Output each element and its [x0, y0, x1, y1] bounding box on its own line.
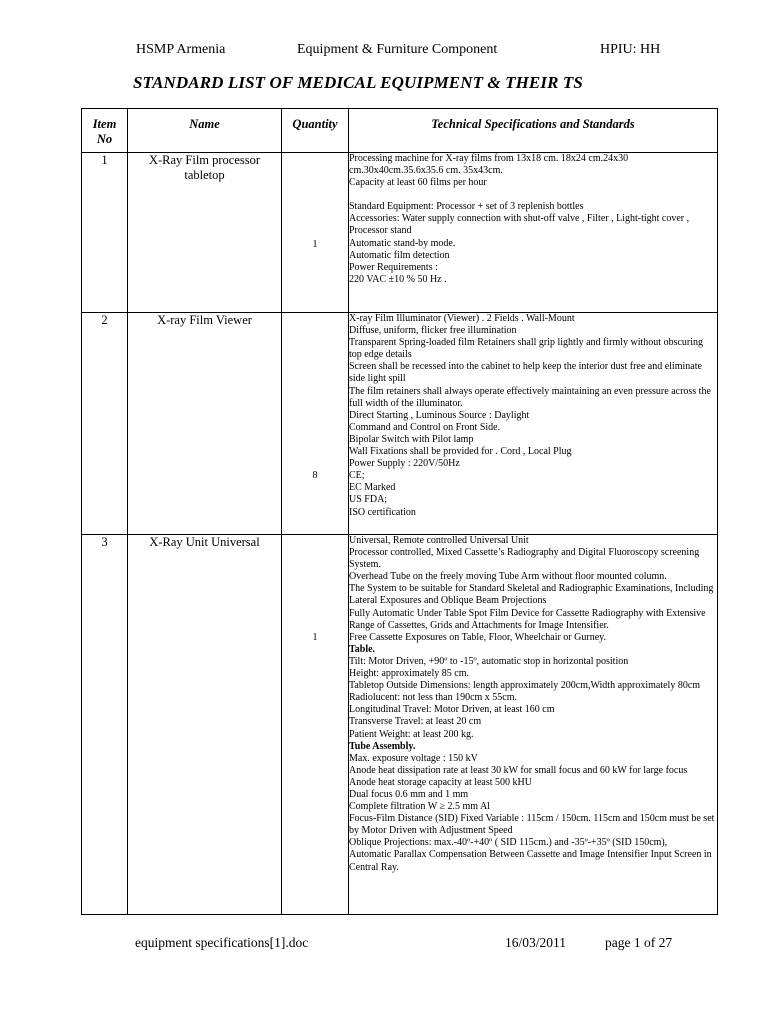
header-left: HSMP Armenia — [136, 42, 226, 57]
header-name: Name — [128, 109, 282, 153]
spec-line: Automatic stand-by mode. — [349, 237, 456, 249]
equipment-table — [81, 108, 718, 915]
spec-line: Anode heat storage capacity at least 500 kHU — [349, 776, 532, 788]
row-name: X-Ray Film processor tabletop — [128, 153, 282, 313]
spec-line: Tilt: Motor Driven, +90º to -15º, automatic stop in horizontal position — [349, 655, 629, 667]
spec-line: Screen shall be recessed into the cabinet to help keep the interior dust free and eliminate side light spill — [349, 361, 702, 385]
spec-line: ISO certification — [349, 506, 416, 518]
spec-line: EC Marked — [349, 482, 396, 494]
spec-line: US FDA; — [349, 494, 388, 506]
spec-line: Tube Assembly. — [349, 740, 416, 752]
spec-line: Processor controlled, Mixed Cassette’s Radiography and Digital Fluoroscopy screening System. — [349, 547, 700, 571]
footer-date: 16/03/2011 — [505, 935, 567, 950]
spec-line: Radiolucent: not less than 190cm x 55cm. — [349, 692, 518, 704]
spec-line: Complete filtration W ≥ 2.5 mm Al — [349, 801, 490, 813]
row-quantity-cell — [282, 153, 349, 313]
header-item-no — [82, 109, 128, 153]
spec-line: Longitudinal Travel: Motor Driven, at least 160 cm — [349, 704, 555, 716]
spec-line: Patient Weight: at least 200 kg. — [349, 728, 474, 740]
spec-line: Standard Equipment: Processor + set of 3 replenish bottles — [349, 201, 584, 213]
spec-line: X-ray Film Illuminator (Viewer) . 2 Fields . Wall-Mount — [349, 313, 575, 324]
row-quantity-cell — [282, 313, 349, 535]
header-item-no-line1: Item — [92, 117, 117, 131]
spec-line: Capacity at least 60 films per hour — [349, 177, 487, 189]
spec-line: The System to be suitable for Standard Skeletal and Radiographic Examinations, Including Lateral Exposures and Oblique Beam Projections — [349, 583, 714, 607]
spec-line: Power Supply : 220V/50Hz — [349, 458, 460, 470]
row-specs — [349, 313, 718, 535]
row-item-no: 2 — [82, 313, 128, 535]
row-specs — [349, 535, 718, 915]
table-row — [82, 313, 718, 535]
row-item-no: 3 — [82, 535, 128, 915]
spec-line: Fully Automatic Under Table Spot Film Device for Cassette Radiography with Extensive Range of Cassettes, Grids and Attachments for Image Intensifier. — [349, 607, 706, 631]
row-name: X-ray Film Viewer — [128, 313, 282, 535]
table-row — [82, 535, 718, 915]
spec-line: Command and Control on Front Side. — [349, 421, 501, 433]
spec-line: Processing machine for X-ray films from 13x18 cm. 18x24 cm.24x30 cm.30x40cm.35.6x35.6 cm. 35x43cm. — [349, 153, 629, 177]
row-quantity: 1 — [312, 632, 318, 643]
spec-line: Height: approximately 85 cm. — [349, 668, 469, 680]
spec-line: Max. exposure voltage : 150 kV — [349, 752, 478, 764]
spec-line: Transverse Travel: at least 20 cm — [349, 716, 482, 728]
spec-line: Wall Fixations shall be provided for . Cord , Local Plug — [349, 446, 572, 458]
spec-line: Oblique Projections: max.-40º-+40º ( SID 115cm.) and -35º-+35º (SID 150cm), — [349, 837, 668, 849]
spec-line: Diffuse, uniform, flicker free illumination — [349, 325, 517, 337]
row-item-no: 1 — [82, 153, 128, 313]
spec-line: CE; — [349, 470, 365, 482]
spec-line: Anode heat dissipation rate at least 30 kW for small focus and 60 kW for large focus — [349, 764, 688, 776]
table-header-row — [82, 109, 718, 153]
spec-gap — [349, 189, 717, 201]
spec-line: Direct Starting , Luminous Source : Daylight — [349, 409, 530, 421]
spec-line: Bipolar Switch with Pilot lamp — [349, 433, 474, 445]
table-row — [82, 153, 718, 313]
spec-line: Automatic film detection — [349, 249, 450, 261]
header-center: Equipment & Furniture Component — [297, 42, 498, 57]
spec-line: Power Requirements : — [349, 261, 438, 273]
document-title: STANDARD LIST OF MEDICAL EQUIPMENT & THEIR TS — [133, 73, 583, 92]
spec-line: Table. — [349, 643, 376, 655]
spec-line: Transparent Spring-loaded film Retainers shall grip lightly and firmly without obscuring top edge details — [349, 337, 704, 361]
header-quantity: Quantity — [282, 109, 349, 153]
row-specs — [349, 153, 718, 313]
header-right: HPIU: HH — [600, 42, 661, 57]
spec-line: Focus-Film Distance (SID) Fixed Variable : 115cm / 150cm. 115cm and 150cm must be set by Motor Driven with Adjustment Speed — [349, 813, 715, 837]
spec-line: 220 VAC ±10 % 50 Hz . — [349, 273, 447, 285]
row-name: X-Ray Unit Universal — [128, 535, 282, 915]
header-specs: Technical Specifications and Standards — [349, 109, 718, 153]
spec-line: Dual focus 0.6 mm and 1 mm — [349, 788, 469, 800]
row-quantity: 1 — [312, 239, 318, 250]
header-item-no-line2: No — [96, 132, 113, 146]
spec-line: Free Cassette Exposures on Table, Floor, Wheelchair or Gurney. — [349, 631, 606, 643]
spec-line: Automatic Parallax Compensation Between Cassette and Image Intensifier Input Screen in Central Ray. — [349, 849, 712, 873]
row-quantity-cell — [282, 535, 349, 915]
footer-filename: equipment specifications[1].doc — [135, 935, 309, 950]
spec-line: Overhead Tube on the freely moving Tube Arm without floor mounted column. — [349, 571, 667, 583]
row-quantity: 8 — [312, 470, 318, 481]
spec-line: Universal, Remote controlled Universal Unit — [349, 535, 529, 546]
footer-page-number: page 1 of 27 — [605, 935, 673, 950]
spec-line: Accessories: Water supply connection with shut-off valve , Filter , Light-tight cover , Processor stand — [349, 213, 690, 237]
spec-line: Tabletop Outside Dimensions: length approximately 200cm,Width approximately 80cm — [349, 680, 701, 692]
spec-line: The film retainers shall always operate effectively maintaining an even pressure across the full width of the illuminator. — [349, 385, 711, 409]
